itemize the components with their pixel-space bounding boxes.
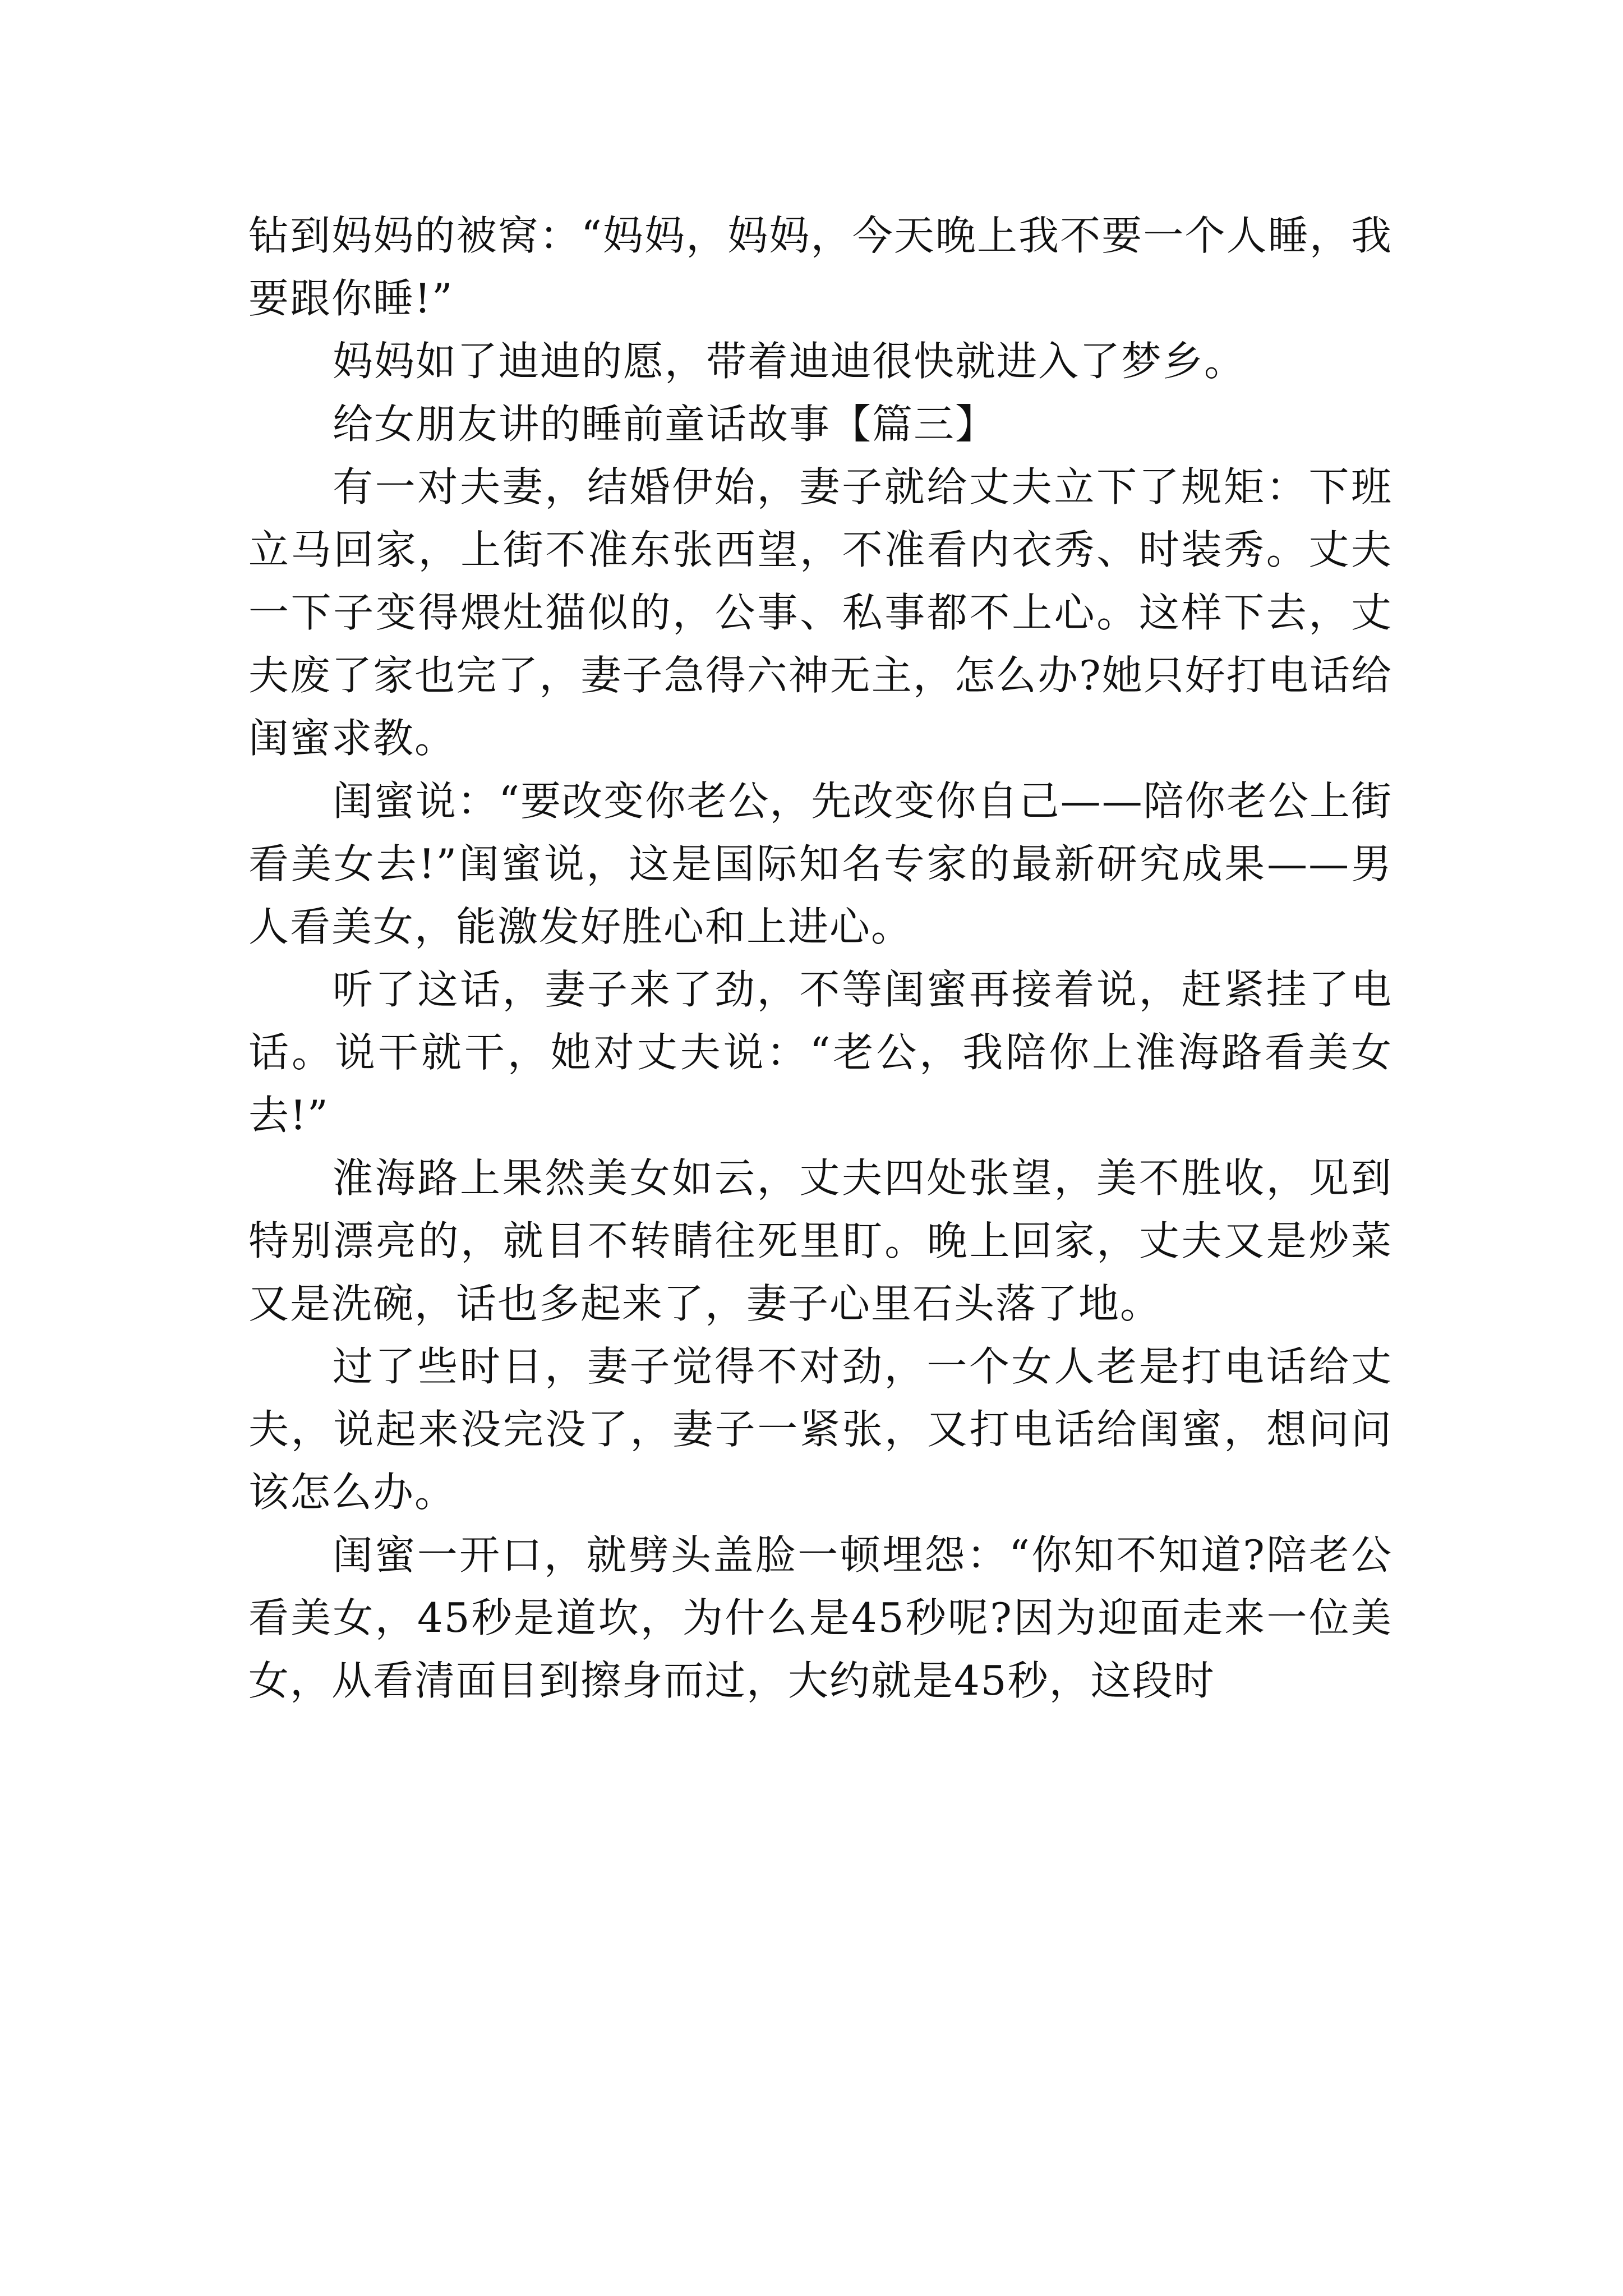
paragraph-1: 钻到妈妈的被窝：“妈妈，妈妈，今天晚上我不要一个人睡，我要跟你睡!” [248,212,1393,322]
paragraph-9: 闺蜜一开口，就劈头盖脸一顿埋怨：“你知不知道?陪老公看美女，45秒是道坎，为什么是45秒呢?因为迎面走来一位美女，从看清面目到擦身而过，大约就是45秒，这段时 [248,1531,1393,1704]
body-text [248,204,1393,1712]
section-heading: 给女朋友讲的睡前童话故事【篇三】 [333,401,997,448]
paragraph-6: 听了这话，妻子来了劲，不等闺蜜再接着说，赶紧挂了电话。说干就干，她对丈夫说：“老公，我陪你上淮海路看美女去!” [248,966,1393,1139]
paragraph-2: 妈妈如了迪迪的愿，带着迪迪很快就进入了梦乡。 [333,338,1246,385]
paragraph-8: 过了些时日，妻子觉得不对劲，一个女人老是打电话给丈夫，说起来没完没了，妻子一紧张，又打电话给闺蜜，想问问该怎么办。 [248,1343,1393,1516]
paragraph-5: 闺蜜说：“要改变你老公，先改变你自己——陪你老公上街看美女去!”闺蜜说，这是国际知名专家的最新研究成果——男人看美女，能激发好胜心和上进心。 [248,777,1393,950]
paragraph-4: 有一对夫妻，结婚伊始，妻子就给丈夫立下了规矩：下班立马回家，上街不准东张西望，不准看内衣秀、时装秀。丈夫一下子变得煨灶猫似的，公事、私事都不上心。这样下去，丈夫废了家也完了，妻子急得六神无主，怎么办?她只好打电话给闺蜜求教。 [248,463,1393,762]
paragraph-7: 淮海路上果然美女如云，丈夫四处张望，美不胜收，见到特别漂亮的，就目不转睛往死里盯。晚上回家，丈夫又是炒菜又是洗碗，话也多起来了，妻子心里石头落了地。 [248,1154,1393,1327]
